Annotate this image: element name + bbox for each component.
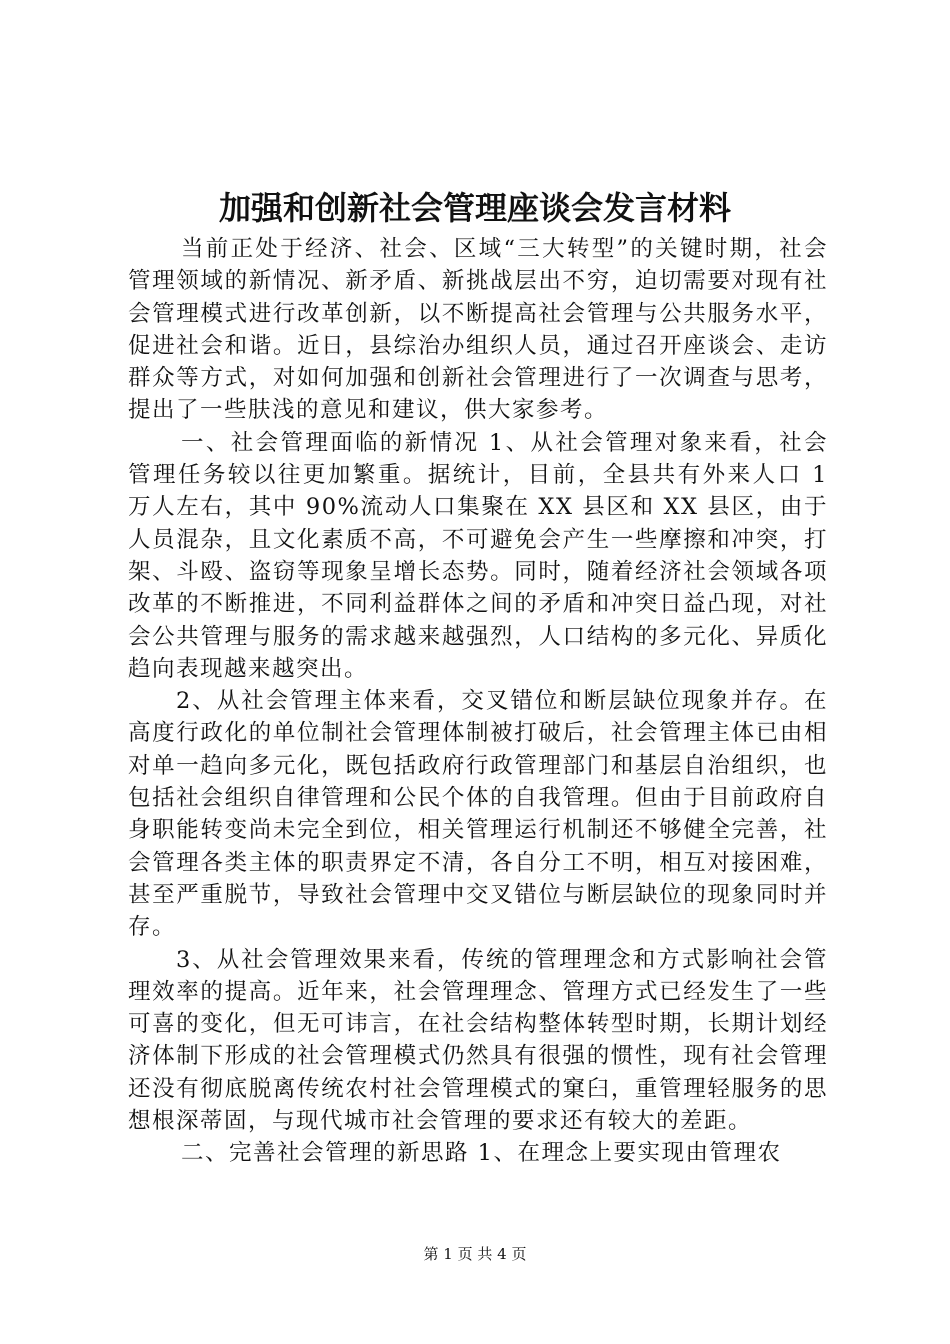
paragraph-section-two: 二、完善社会管理的新思路 1、在理念上要实现由管理农	[181, 1140, 782, 1167]
paragraph-point-two: 2、从社会管理主体来看，交叉错位和断层缺位现象并存。在高度行政化的单位制社会管理体制被打破后，社会管理主体已由相对单一趋向多元化，既包括政府行政管理部门和基层自治组织，也包括社会组织自律管理和公民个体的自我管理。但由于目前政府自身职能转变尚未完全到位，相关管理运行机制还不够健全完善，社会管理各类主体的职责界定不清，各自分工不明，相互对接困难，甚至严重脱节，导致社会管理中交叉错位与断层缺位的现象同时并存。	[128, 688, 828, 941]
document-body	[128, 233, 828, 1170]
paragraph-point-three: 3、从社会管理效果来看，传统的管理理念和方式影响社会管理效率的提高。近年来，社会管理理念、管理方式已经发生了一些可喜的变化，但无可讳言，在社会结构整体转型时期，长期计划经济体制下形成的社会管理模式仍然具有很强的惯性，现有社会管理还没有彻底脱离传统农村社会管理模式的窠臼，重管理轻服务的思想根深蒂固，与现代城市社会管理的要求还有较大的差距。	[128, 946, 828, 1135]
paragraph-intro: 当前正处于经济、社会、区域“三大转型”的关键时期，社会管理领域的新情况、新矛盾、新挑战层出不穷，迫切需要对现有社会管理模式进行改革创新，以不断提高社会管理与公共服务水平，促进社会和谐。近日，县综治办组织人员，通过召开座谈会、走访群众等方式，对如何加强和创新社会管理进行了一次调查与思考，提出了一些肤浅的意见和建议，供大家参考。	[128, 236, 828, 424]
page-footer: 第 1 页 共 4 页	[423, 1245, 527, 1263]
paragraph-section-one: 一、社会管理面临的新情况 1、从社会管理对象来看，社会管理任务较以往更加繁重。据统计，目前，全县共有外来人口 1 万人左右，其中 90%流动人口集聚在 XX 县区和 XX 县区，由于人员混杂，且文化素质不高，不可避免会产生一些摩擦和冲突，打架、斗殴、盗窃等现象呈增长态势。同时，随着经济社会领域各项改革的不断推进，不同利益群体之间的矛盾和冲突日益凸现，对社会公共管理与服务的需求越来越强烈，人口结构的多元化、异质化趋向表现越来越突出。	[128, 429, 828, 682]
document-title: 加强和创新社会管理座谈会发言材料	[218, 189, 731, 227]
